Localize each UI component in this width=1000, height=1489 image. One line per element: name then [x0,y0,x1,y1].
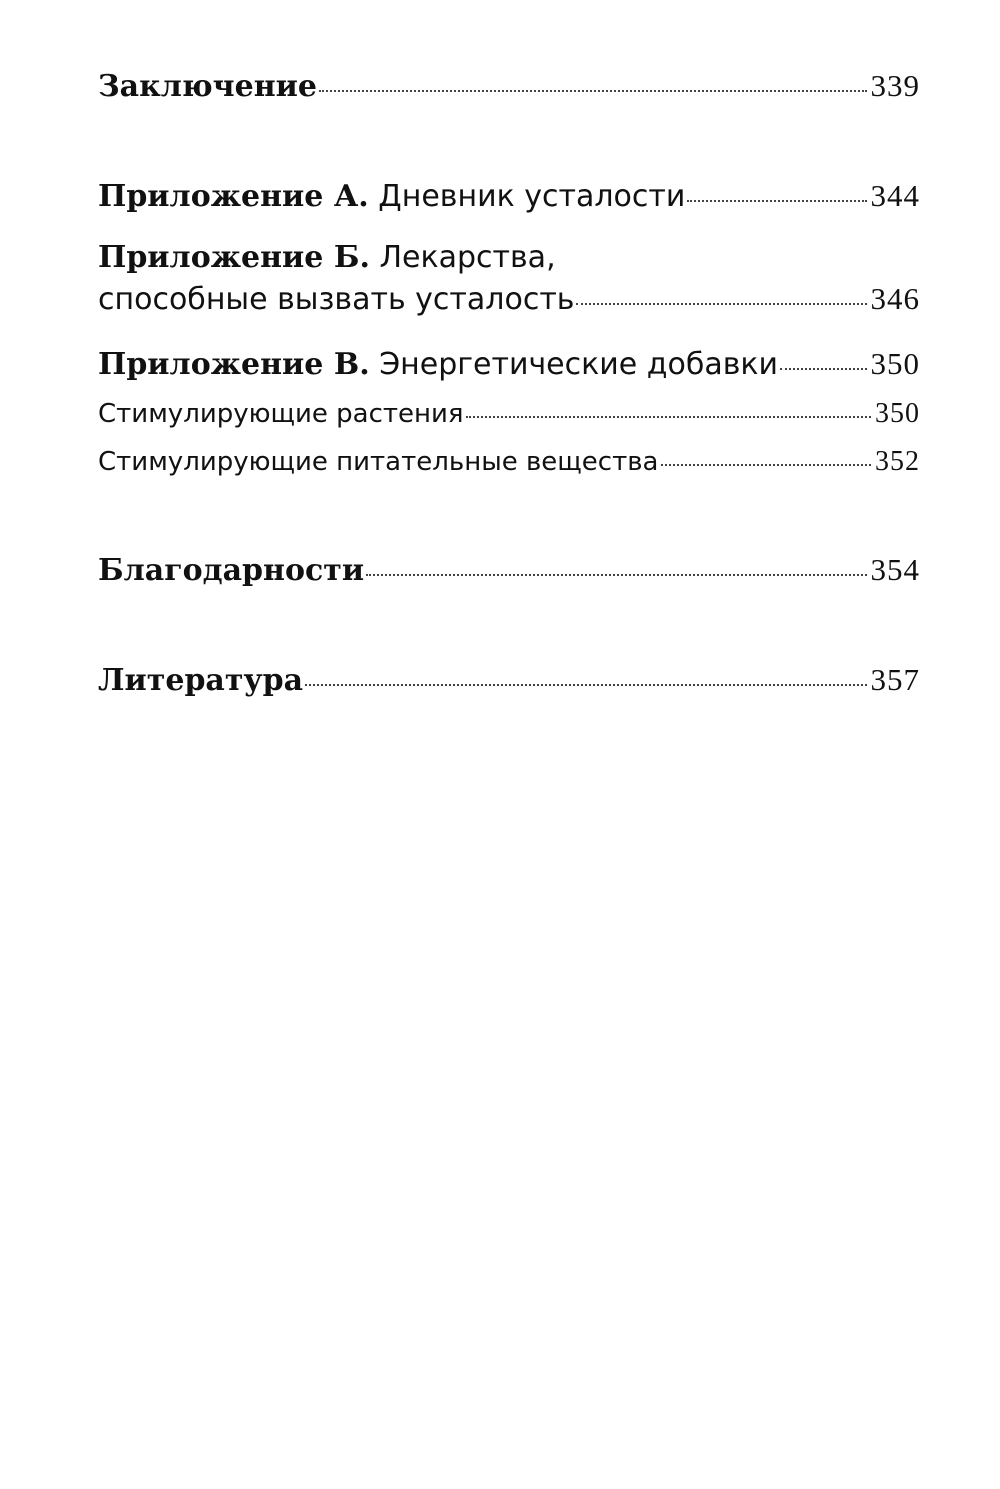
toc-subentry-nutrients[interactable] [98,446,920,478]
toc-entry-prefix: Приложение В. [98,347,370,382]
toc-entry-title: Заключение [98,69,317,104]
dot-leader [687,200,866,202]
toc-entry-title-line2: способные вызвать усталость [98,282,575,317]
toc-entry-prefix: Приложение Б. [98,240,370,275]
toc-entry-prefix: Приложение А. [98,179,369,214]
toc-entry-title-line1: Лекарства, [379,240,556,275]
toc-entry-title: Энергетические добавки [379,347,779,382]
page-number: 350 [875,398,920,429]
dot-leader [661,464,872,466]
toc-entry-appendix-c[interactable] [98,346,920,382]
page-number: 354 [870,552,920,587]
toc-entry-conclusion[interactable] [98,68,920,104]
toc-entry-title: Стимулирующие питательные вещества [98,447,659,477]
dot-leader [366,574,866,576]
toc-entry-literature[interactable] [98,662,920,698]
dot-leader [305,684,866,686]
dot-leader [780,368,866,370]
page-number: 357 [870,662,920,697]
page-number: 346 [870,281,920,316]
toc-entry-title: Благодарности [98,553,365,588]
page-number: 350 [870,346,920,381]
page-number: 352 [875,446,920,477]
toc-subentry-plants[interactable] [98,398,920,430]
dot-leader [319,90,867,92]
page-number: 339 [870,68,920,103]
dot-leader [576,303,866,305]
toc-entry-title: Литература [98,663,304,698]
toc-entry-title: Дневник усталости [378,179,686,214]
toc-entry-acknowledgements[interactable] [98,552,920,588]
toc-entry-appendix-b[interactable] [98,240,920,317]
dot-leader [466,416,871,418]
toc-entry-title: Стимулирующие растения [98,399,464,429]
page-number: 344 [870,178,920,213]
toc-entry-appendix-a[interactable] [98,178,920,214]
